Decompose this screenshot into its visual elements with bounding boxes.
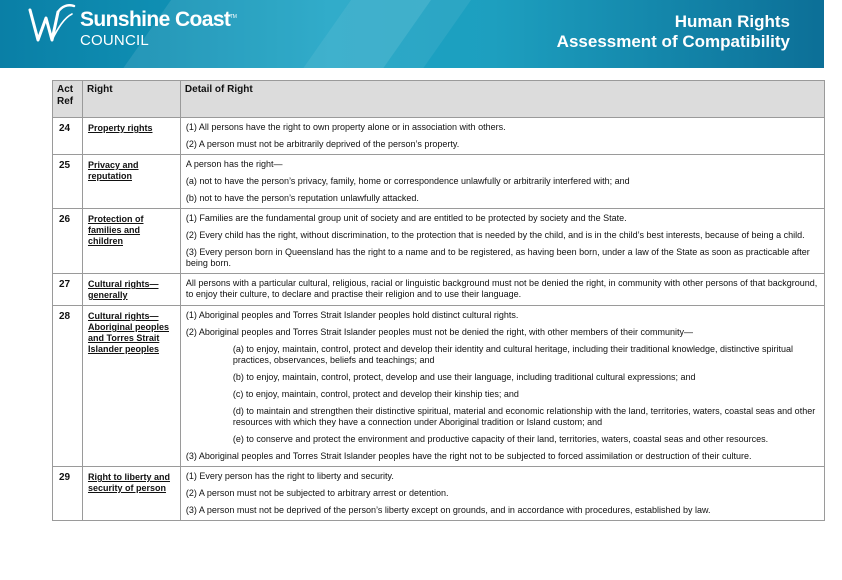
document-title: [557, 12, 790, 52]
detail-cell: [180, 118, 824, 155]
detail-paragraph: (3) Every person born in Queensland has the right to a name and to be registered, as having been born, under a law of the State as soon as practicable after being born.: [185, 247, 810, 268]
table-row: [53, 467, 825, 521]
right-name-link[interactable]: Protection of families and children: [87, 214, 144, 246]
logo-leaf-icon: [28, 4, 78, 48]
table-header-row: [53, 81, 825, 118]
detail-paragraph: A person has the right—: [185, 159, 283, 169]
header-right: Right: [82, 81, 180, 118]
title-line-2: Assessment of Compatibility: [556, 32, 790, 51]
right-name-link[interactable]: Privacy and reputation: [87, 160, 139, 181]
right-cell: [82, 209, 180, 274]
detail-paragraph: (b) to enjoy, maintain, control, protect, develop and use their language, including traditional cultural expressions; and: [232, 372, 696, 382]
act-ref-cell: 24: [53, 118, 83, 155]
detail-cell: [180, 274, 824, 306]
detail-cell: [180, 306, 824, 467]
detail-paragraph: (2) A person must not be arbitrarily deprived of the person’s property.: [185, 139, 460, 149]
act-ref-cell: 29: [53, 467, 83, 521]
table-row: [53, 306, 825, 467]
detail-paragraph: (2) A person must not be subjected to arbitrary arrest or detention.: [185, 488, 449, 498]
table-row: [53, 155, 825, 209]
detail-paragraph: (a) to enjoy, maintain, control, protect and develop their identity and cultural heritage, including their traditional knowledge, distinctive spiritual practices, observances, beliefs and teachings; and: [232, 344, 794, 365]
detail-paragraph: (e) to conserve and protect the environment and productive capacity of their land, territories, waters, coastal seas and other resources.: [232, 434, 769, 444]
detail-paragraph: (3) Aboriginal peoples and Torres Strait Islander peoples have the right not to be subjected to forced assimilation or destruction of their culture.: [185, 451, 752, 461]
table-row: [53, 118, 825, 155]
table-row: [53, 274, 825, 306]
act-ref-cell: 27: [53, 274, 83, 306]
title-line-1: Human Rights: [674, 12, 790, 31]
human-rights-table: [52, 80, 825, 521]
table-row: [53, 209, 825, 274]
council-logo: [28, 4, 258, 48]
right-cell: [82, 274, 180, 306]
right-cell: [82, 467, 180, 521]
right-name-link[interactable]: Property rights: [87, 123, 153, 133]
detail-paragraph: (1) Families are the fundamental group unit of society and are entitled to be protected by society and the State.: [185, 213, 627, 223]
detail-paragraph: (1) All persons have the right to own property alone or in association with others.: [185, 122, 506, 132]
detail-paragraph: (3) A person must not be deprived of the person’s liberty except on grounds, and in accordance with procedures, established by law.: [185, 505, 711, 515]
header-banner: [0, 0, 824, 68]
detail-paragraph: (c) to enjoy, maintain, control, protect and develop their kinship ties; and: [232, 389, 519, 399]
logo-council-text: COUNCIL: [80, 32, 149, 49]
detail-paragraph: All persons with a particular cultural, religious, racial or linguistic background must not be denied the right, in community with other persons of that background, to enjoy their culture, to declare and practise their religion and to use their language.: [185, 278, 818, 299]
detail-paragraph: (2) Every child has the right, without discrimination, to the protection that is needed by the child, and is in the child’s best interests, because of being a child.: [185, 230, 805, 240]
detail-paragraph: (1) Every person has the right to liberty and security.: [185, 471, 394, 481]
detail-paragraph: (d) to maintain and strengthen their distinctive spiritual, material and economic relationship with the land, territories, waters, coastal seas and other resources with which they have a connection under Aboriginal tradition or Island custom; and: [232, 406, 816, 427]
right-name-link[interactable]: Cultural rights—generally: [87, 279, 159, 300]
right-name-link[interactable]: Right to liberty and security of person: [87, 472, 170, 493]
header-detail: Detail of Right: [180, 81, 824, 118]
detail-paragraph: (a) not to have the person’s privacy, family, home or correspondence unlawfully or arbitrarily interfered with; and: [185, 176, 630, 186]
detail-paragraph: (2) Aboriginal peoples and Torres Strait Islander peoples must not be denied the right, with other members of their community—: [185, 327, 693, 337]
detail-cell: [180, 209, 824, 274]
act-ref-cell: 28: [53, 306, 83, 467]
detail-paragraph: (1) Aboriginal peoples and Torres Strait Islander peoples hold distinct cultural rights.: [185, 310, 519, 320]
act-ref-cell: 25: [53, 155, 83, 209]
detail-cell: [180, 155, 824, 209]
logo-name: Sunshine Coast™: [80, 8, 237, 31]
header-act-ref: Act Ref: [53, 81, 83, 118]
act-ref-cell: 26: [53, 209, 83, 274]
right-name-link[interactable]: Cultural rights—Aboriginal peoples and Torres Strait Islander peoples: [87, 311, 169, 354]
detail-cell: [180, 467, 824, 521]
right-cell: [82, 306, 180, 467]
table-body: [53, 118, 825, 521]
logo-trademark: TM: [230, 14, 237, 20]
detail-paragraph: (b) not to have the person’s reputation unlawfully attacked.: [185, 193, 419, 203]
right-cell: [82, 118, 180, 155]
right-cell: [82, 155, 180, 209]
